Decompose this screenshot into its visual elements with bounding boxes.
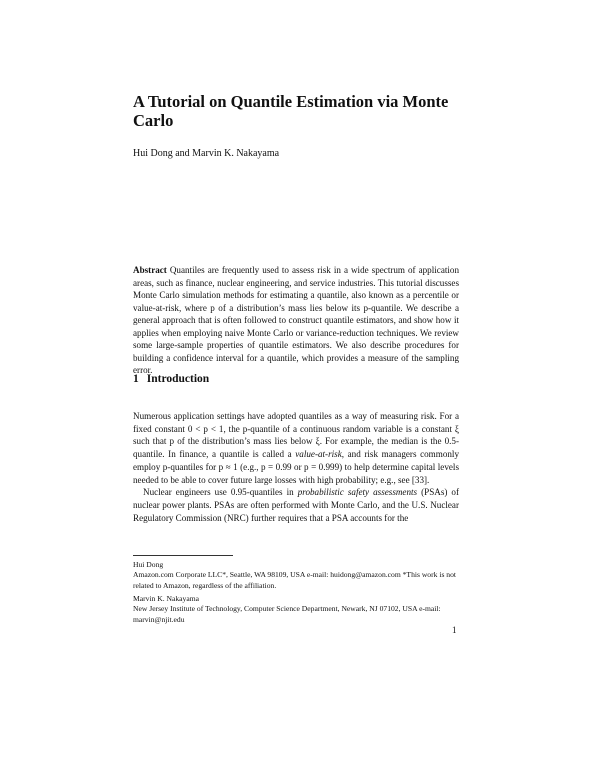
footnote-2-affiliation: New Jersey Institute of Technology, Computer Science Department, Newark, NJ 07102, USA e-mail: marvin@njit.edu	[133, 604, 441, 624]
footnote-author-2	[133, 594, 463, 625]
section-number: 1	[133, 373, 139, 385]
paragraph-1-text-a: Numerous application settings have adopted quantiles as a way of measuring risk. For a fixed constant 0 < p < 1, the p-quantile of a continuous random variable is a constant ξ such that p of the distribution’s mass lies below ξ. For example, the median is the 0.5-quantile. In finance, a quantile is called a	[133, 411, 459, 460]
paragraph-1-text-b: , and risk managers commonly employ p-quantiles for p ≈ 1 (e.g., p = 0.99 or p = 0.999) to help determine capital levels needed to be able to cover future large losses with high probability; e.g., see [33].	[133, 449, 459, 485]
paragraph-1	[133, 410, 459, 486]
author-line: Hui Dong and Marvin K. Nakayama	[133, 148, 280, 159]
abstract	[133, 264, 459, 377]
section-title: Introduction	[146, 373, 210, 385]
paragraph-2-text-a: Nuclear engineers use 0.95-quantiles in	[143, 487, 298, 498]
footnote-author-1	[133, 560, 463, 591]
footnote-rule	[133, 555, 233, 556]
section-heading	[133, 372, 209, 386]
footnote-1-affiliation: Amazon.com Corporate LLC*, Seattle, WA 98109, USA e-mail: huidong@amazon.com *This work is not related to Amazon, regardless of the affiliation.	[133, 570, 456, 590]
paper-title: A Tutorial on Quantile Estimation via Monte Carlo	[133, 92, 449, 130]
paragraph-2	[133, 486, 459, 524]
body-text	[133, 410, 459, 524]
paragraph-2-text-b: (PSAs) of nuclear power plants. PSAs are often performed with Monte Carlo, and the U.S. Nuclear Regulatory Commission (NRC) further requires that a PSA accounts for the	[133, 487, 459, 523]
page-number: 1	[452, 625, 457, 635]
abstract-text: Quantiles are frequently used to assess risk in a wide spectrum of application areas, such as finance, nuclear engineering, and service industries. This tutorial discusses Monte Carlo simulation methods for estimating a quantile, also known as a percentile or value-at-risk, where p of a distribution’s mass lies below its p-quantile. We describe a general approach that is often followed to construct quantile estimators, and show how it applies when employing naive Monte Carlo or variance-reduction techniques. We review some large-sample properties of quantile estimators. We also describe procedures for building a confidence interval for a quantile, which provides a measure of the sampling error.	[133, 265, 459, 376]
footnote-2-name: Marvin K. Nakayama	[133, 594, 200, 603]
paragraph-2-emphasis: probabilistic safety assessments	[297, 487, 418, 498]
footnote-1-name: Hui Dong	[133, 560, 164, 569]
abstract-label: Abstract	[133, 265, 167, 275]
paragraph-1-emphasis: value-at-risk	[295, 449, 342, 460]
